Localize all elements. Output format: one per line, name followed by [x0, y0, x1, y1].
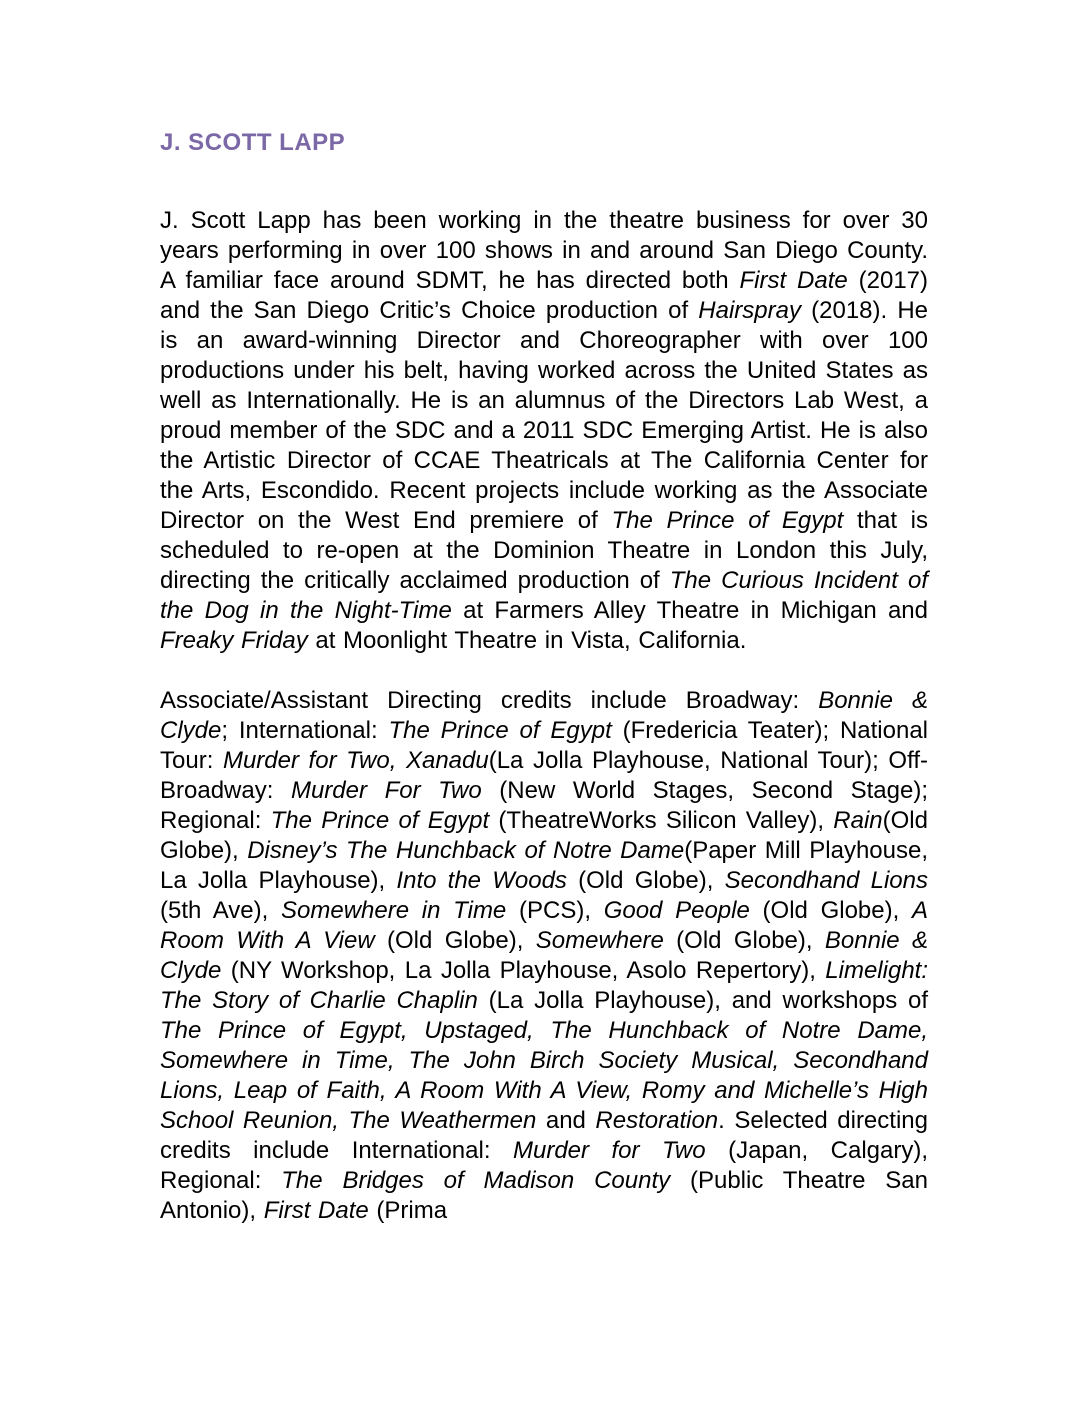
text-run: ; International:	[221, 717, 389, 744]
text-run-italic: Good People	[603, 897, 750, 924]
text-run: (Paper Mill Playhouse, La Jolla Playhouse),	[160, 837, 928, 894]
text-run: (TheatreWorks Silicon Valley),	[489, 807, 834, 834]
text-run: (La Jolla Playhouse, National Tour); Off-Broadway:	[160, 747, 928, 804]
text-run: (Old Globe),	[566, 867, 725, 894]
text-run: (5th Ave),	[160, 897, 282, 924]
text-run-italic: The Prince of Egypt, Upstaged, The Hunchback of Notre Dame, Somewhere in Time, The John Birch Society Musical, Secondhand Lions, Leap of Faith, A Room With A View, Romy and Michelle’s High School Reunion, The Weathermen	[160, 1017, 928, 1134]
text-run-italic: Murder for Two	[513, 1137, 706, 1164]
text-run: (NY Workshop, La Jolla Playhouse, Asolo Repertory),	[221, 957, 826, 984]
text-run-italic: First Date	[263, 1197, 369, 1224]
paragraph	[160, 686, 928, 1226]
text-run: at Farmers Alley Theatre in Michigan and	[451, 597, 929, 624]
text-run: (La Jolla Playhouse), and workshops of	[477, 987, 928, 1014]
text-run-italic: Hairspray	[698, 297, 801, 324]
text-run: (Public Theatre San Antonio),	[160, 1167, 928, 1224]
text-run: (Fredericia Teater); National Tour:	[160, 717, 929, 774]
paragraph	[160, 206, 928, 656]
text-run: Associate/Assistant Directing credits include Broadway:	[160, 687, 819, 714]
text-run: (Old Globe),	[749, 897, 912, 924]
text-run: (PCS),	[506, 897, 604, 924]
text-run: (Old Globe),	[160, 807, 928, 864]
text-run-italic: The Bridges of Madison County	[281, 1167, 671, 1194]
text-run: (New World Stages, Second Stage); Regional:	[160, 777, 928, 834]
text-run-italic: The Prince of Egypt	[611, 507, 844, 534]
text-run-italic: Restoration	[595, 1107, 719, 1134]
text-run-italic: First Date	[739, 267, 848, 294]
text-run: and	[536, 1107, 596, 1134]
text-run: (2017) and the San Diego Critic’s Choice production of	[160, 267, 929, 324]
document-body	[160, 206, 928, 1226]
text-run-italic: A Room With A View	[160, 897, 929, 954]
text-run-italic: Secondhand Lions	[724, 867, 928, 894]
text-run-italic: Somewhere	[535, 927, 664, 954]
text-run-italic: Rain	[833, 807, 883, 834]
text-run: (Japan, Calgary), Regional:	[160, 1137, 929, 1194]
text-run-italic: Limelight: The Story of Charlie Chaplin	[160, 957, 928, 1014]
text-run: (Old Globe),	[374, 927, 536, 954]
page-title: J. SCOTT LAPP	[160, 129, 346, 156]
text-run: (Prima	[368, 1197, 448, 1224]
text-run-italic: The Prince of Egypt	[388, 717, 612, 744]
text-run-italic: Murder For Two	[290, 777, 482, 804]
text-run: (Old Globe),	[663, 927, 825, 954]
text-run: J. Scott Lapp has been working in the theatre business for over 30 years performing in over 100 shows in and around San Diego County. A familiar face around SDMT, he has directed both	[160, 207, 928, 294]
text-run-italic: Bonnie & Clyde	[160, 927, 929, 984]
text-run: that is scheduled to re-open at the Dominion Theatre in London this July, directing the critically acclaimed production of	[160, 507, 928, 594]
text-run: (2018). He is an award-winning Director and Choreographer with over 100 productions under his belt, having worked across the United States as well as Internationally. He is an alumnus of the Directors Lab West, a proud member of the SDC and a 2011 SDC Emerging Artist. He is also the Artistic Director of CCAE Theatricals at The California Center for the Arts, Escondido. Recent projects include working as the Associate Director on the West End premiere of	[160, 297, 929, 534]
text-run-italic: The Prince of Egypt	[270, 807, 490, 834]
text-run-italic: Bonnie & Clyde	[160, 687, 928, 744]
text-run-italic: Somewhere in Time	[281, 897, 507, 924]
text-run: . Selected directing credits include International:	[160, 1107, 928, 1164]
text-run-italic: The Curious Incident of the Dog in the Night-Time	[160, 567, 928, 624]
text-run-italic: Disney’s The Hunchback of Notre Dame	[247, 837, 685, 864]
text-run: at Moonlight Theatre in Vista, California.	[307, 627, 747, 654]
text-run-italic: Into the Woods	[396, 867, 567, 894]
text-run-italic: Freaky Friday	[160, 627, 308, 654]
text-run-italic: Murder for Two, Xanadu	[222, 747, 489, 774]
